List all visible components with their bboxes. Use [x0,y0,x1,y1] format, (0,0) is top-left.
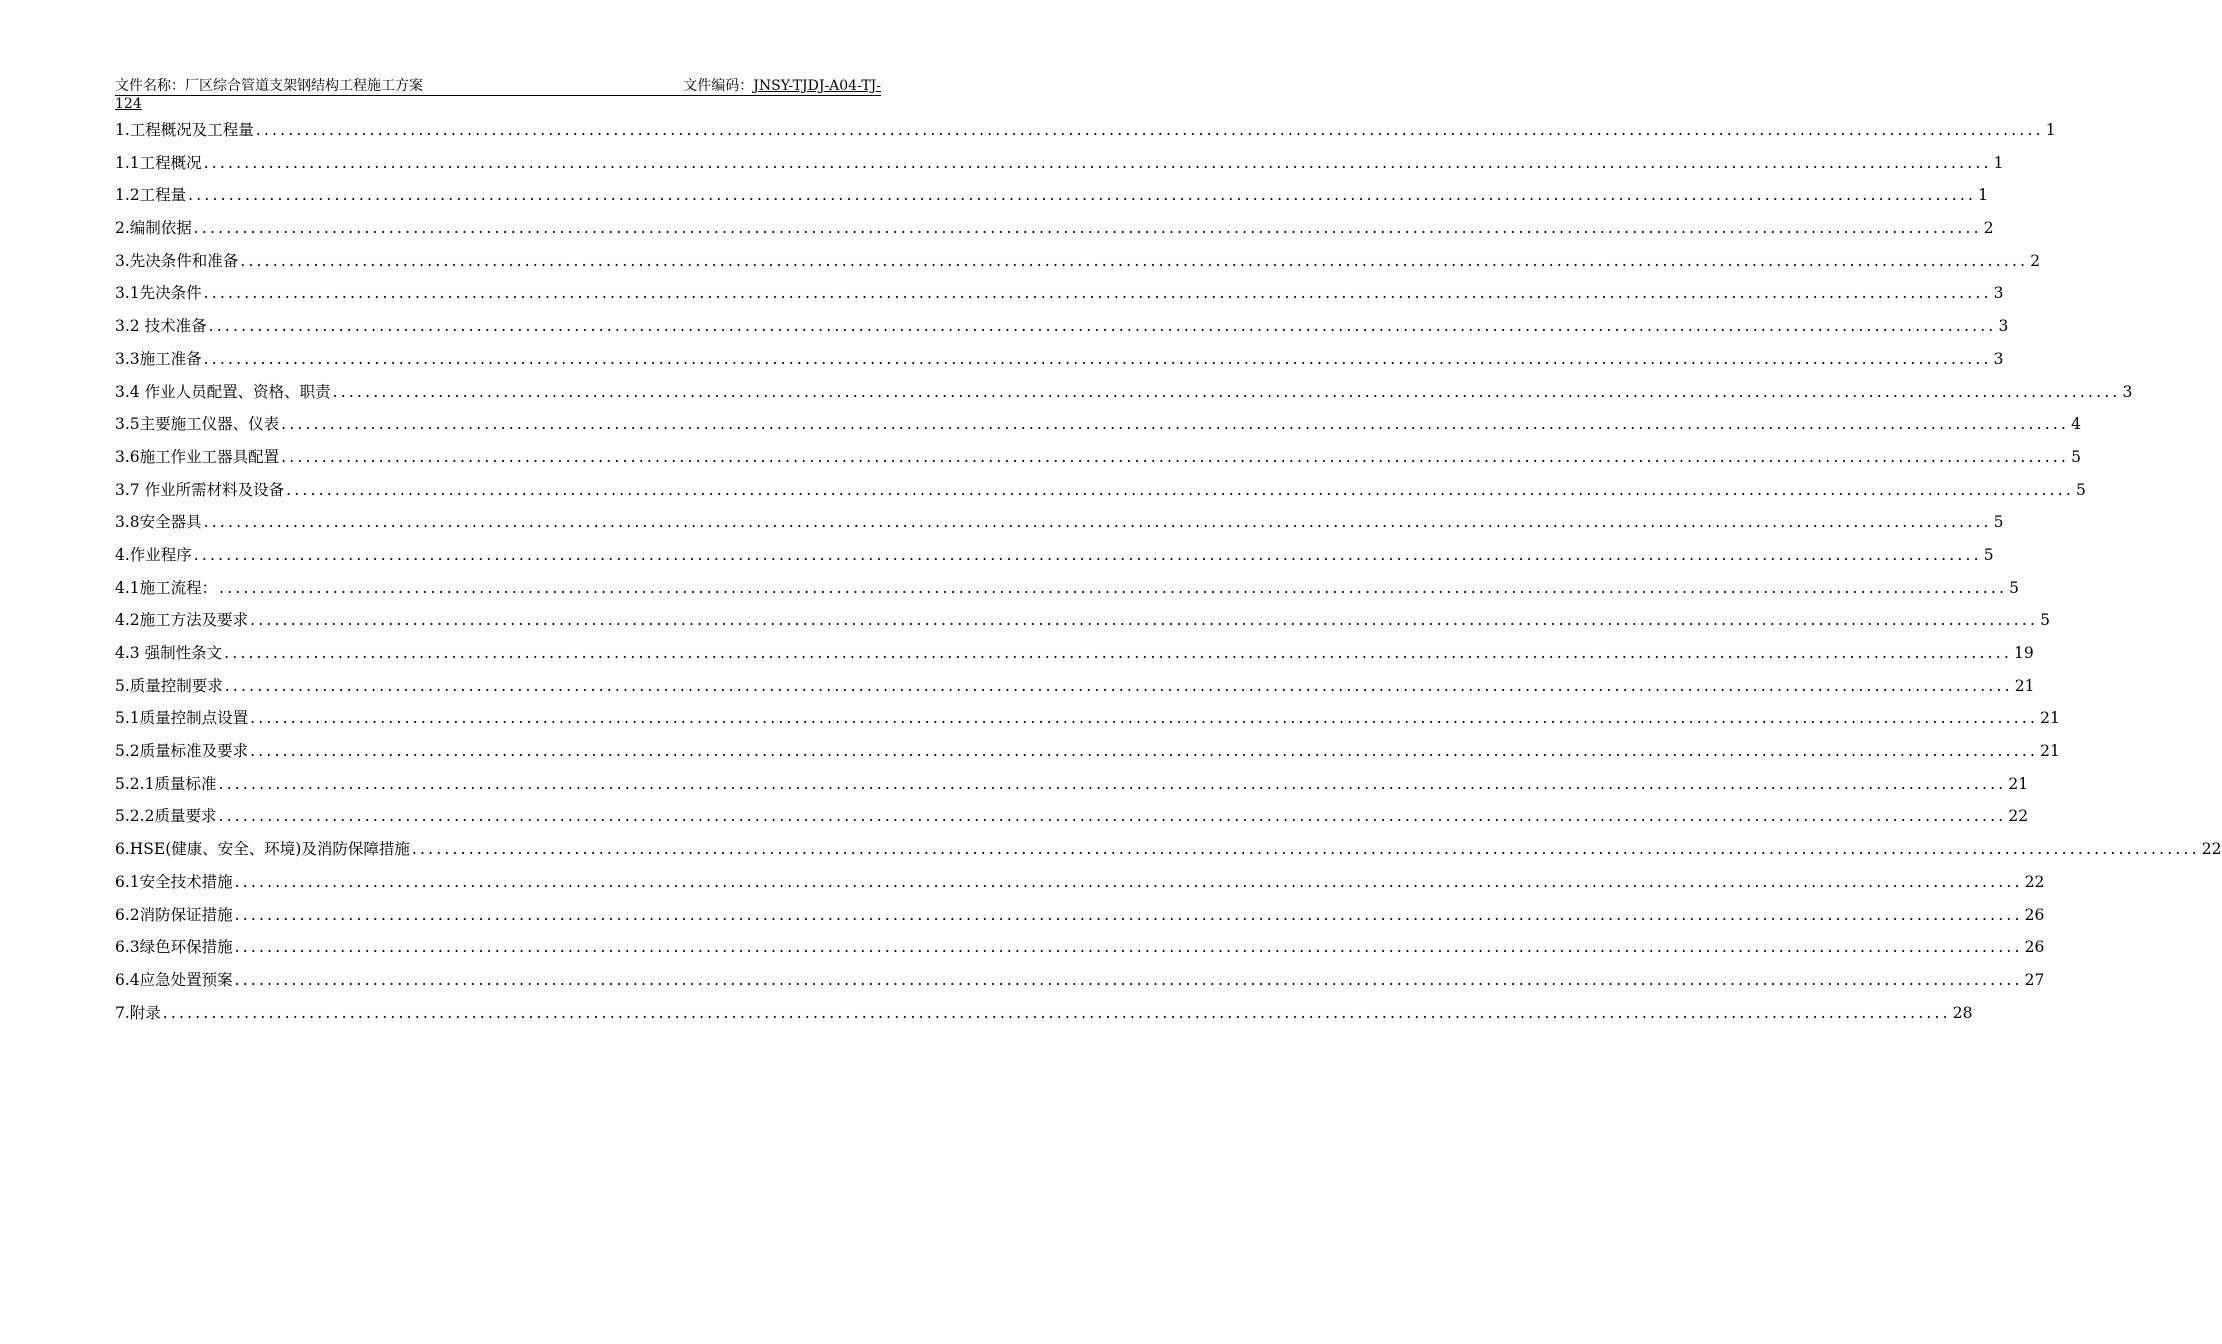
toc-dot-leader: ............................................................................................................................................................................................................................ [224,644,2013,662]
toc-entry[interactable] [115,379,2133,412]
toc-entry-title: 3.5主要施工仪器、仪表 [115,415,280,434]
toc-dot-leader: ............................................................................................................................................................................................................................ [332,382,2121,401]
toc-entry-page: 21 [2014,676,2035,695]
toc-dot-leader: ............................................................................................................................................................................................................................ [255,121,2044,139]
file-code-wrap: 124 [115,96,142,112]
page-header [115,78,881,113]
file-code-label: 文件编码： [683,78,754,94]
toc-entry-page: 5 [2071,447,2081,466]
toc-dot-leader: ............................................................................................................................................................................................................................ [234,938,2023,957]
toc-dot-leader: ............................................................................................................................................................................................................................ [193,545,1982,564]
toc-dot-leader: ............................................................................................................................................................................................................................ [240,251,2029,270]
toc-entry-title: 5.质量控制要求 [115,676,223,695]
toc-entry-page: 5 [2009,578,2019,597]
toc-entry-page: 3 [1993,284,2004,303]
toc-dot-leader: ............................................................................................................................................................................................................................ [203,153,1992,172]
toc-entry[interactable] [115,182,1988,215]
toc-entry[interactable] [115,1000,1973,1033]
toc-dot-leader: ............................................................................................................................................................................................................................ [203,284,1992,303]
toc-entry-page: 1 [1978,186,1988,205]
toc-entry-title: 3.4 作业人员配置、资格、职责 [115,382,331,401]
toc-entry-page: 21 [2040,709,2060,728]
toc-entry[interactable] [115,280,2004,313]
toc-dot-leader: ............................................................................................................................................................................................................................ [286,480,2075,499]
toc-entry-title: 6.2消防保证措施 [115,905,233,924]
toc-entry-title: 4.2施工方法及要求 [115,611,249,630]
toc-entry-page: 1 [1993,153,2004,172]
toc-entry[interactable] [115,248,2041,281]
toc-entry-page: 3 [1998,317,2009,336]
toc-entry[interactable] [115,771,2029,804]
toc-entry-title: 6.1安全技术措施 [115,872,233,891]
toc-entry[interactable] [115,934,2045,967]
toc-entry-page: 5 [1983,545,1994,564]
toc-dot-leader: ............................................................................................................................................................................................................................ [250,742,2039,761]
toc-entry[interactable] [115,346,2004,379]
toc-entry-page: 26 [2024,905,2045,924]
toc-entry[interactable] [115,313,2009,346]
toc-entry-page: 4 [2071,415,2081,434]
toc-dot-leader: ............................................................................................................................................................................................................................ [281,415,2070,434]
toc-entry-page: 5 [2076,480,2086,499]
toc-entry[interactable] [115,509,2004,542]
toc-dot-leader: ............................................................................................................................................................................................................................ [281,447,2070,466]
toc-entry-title: 3.3施工准备 [115,349,202,368]
toc-dot-leader: ............................................................................................................................................................................................................................ [218,774,2007,793]
toc-entry-title: 2.编制依据 [115,219,192,238]
toc-entry-title: 3.8安全器具 [115,513,202,532]
toc-entry-page: 26 [2024,938,2045,957]
toc-entry-title: 6.4应急处置预案 [115,970,233,989]
toc-entry[interactable] [115,738,2060,771]
table-of-contents [115,117,2222,1032]
file-name-label: 文件名称：厂区综合管道支架钢结构工程施工方案 [115,78,423,94]
toc-entry[interactable] [115,705,2060,738]
toc-entry-page: 28 [1952,1003,1973,1022]
toc-dot-leader: ............................................................................................................................................................................................................................ [219,578,2008,597]
toc-entry[interactable] [115,150,2004,183]
toc-entry-page: 21 [2040,742,2060,761]
toc-dot-leader: ............................................................................................................................................................................................................................ [250,611,2039,630]
toc-dot-leader: ............................................................................................................................................................................................................................ [162,1003,1951,1022]
toc-entry-title: 4.作业程序 [115,545,192,564]
toc-entry[interactable] [115,836,2222,869]
toc-entry[interactable] [115,575,2019,608]
toc-entry-title: 3.2 技术准备 [115,317,207,336]
toc-entry-page: 5 [2040,611,2050,630]
toc-entry[interactable] [115,673,2035,706]
toc-dot-leader: ............................................................................................................................................................................................................................ [218,807,2007,826]
toc-dot-leader: ............................................................................................................................................................................................................................ [234,905,2023,924]
toc-entry-title: 6.3绿色环保措施 [115,938,233,957]
toc-dot-leader: ............................................................................................................................................................................................................................ [224,676,2013,695]
toc-dot-leader: ............................................................................................................................................................................................................................ [203,513,1992,532]
toc-entry[interactable] [115,869,2045,902]
toc-entry-title: 5.2质量标准及要求 [115,742,249,761]
toc-entry-title: 1.工程概况及工程量 [115,121,254,139]
toc-entry-page: 22 [2201,840,2222,859]
toc-entry-title: 3.7 作业所需材料及设备 [115,480,285,499]
toc-entry-title: 1.1工程概况 [115,153,202,172]
toc-entry[interactable] [115,215,1994,248]
toc-entry-page: 21 [2008,774,2029,793]
toc-entry-page: 22 [2008,807,2029,826]
toc-entry[interactable] [115,967,2045,1000]
toc-entry-title: 5.2.1质量标准 [115,774,217,793]
toc-dot-leader: ............................................................................................................................................................................................................................ [234,970,2023,989]
toc-entry-page: 2 [1983,219,1994,238]
toc-entry[interactable] [115,411,2081,444]
toc-entry-title: 5.2.2质量要求 [115,807,217,826]
toc-dot-leader: ............................................................................................................................................................................................................................ [234,872,2023,891]
toc-entry[interactable] [115,542,1994,575]
toc-entry-page: 22 [2024,872,2045,891]
file-code [683,78,881,95]
toc-entry[interactable] [115,444,2081,477]
toc-dot-leader: ............................................................................................................................................................................................................................ [208,317,1997,336]
toc-entry-title: 3.1先决条件 [115,284,202,303]
toc-entry-title: 7.附录 [115,1003,161,1022]
toc-entry-page: 5 [1993,513,2004,532]
toc-dot-leader: ............................................................................................................................................................................................................................ [193,219,1982,238]
toc-entry[interactable] [115,640,2034,673]
toc-entry[interactable] [115,803,2029,836]
toc-entry-title: 3.6施工作业工器具配置 [115,447,280,466]
toc-entry[interactable] [115,902,2045,935]
toc-entry-title: 6.HSE(健康、安全、环境)及消防保障措施 [115,840,410,859]
toc-entry-page: 2 [2030,251,2041,270]
toc-entry-title: 4.3 强制性条文 [115,644,223,662]
header-row [115,78,881,96]
toc-entry[interactable] [115,117,2056,150]
toc-entry[interactable] [115,477,2086,510]
toc-entry-title: 4.1施工流程： [115,578,218,597]
toc-entry-page: 1 [2045,121,2056,139]
toc-entry-page: 3 [1993,349,2004,368]
toc-entry-title: 1.2工程量 [115,186,187,205]
toc-entry[interactable] [115,607,2050,640]
toc-entry-page: 19 [2014,644,2034,662]
toc-entry-page: 27 [2024,970,2045,989]
toc-dot-leader: ............................................................................................................................................................................................................................ [411,840,2200,859]
toc-entry-title: 3.先决条件和准备 [115,251,239,270]
toc-dot-leader: ............................................................................................................................................................................................................................ [250,709,2039,728]
toc-dot-leader: ............................................................................................................................................................................................................................ [188,186,1977,205]
file-code-value: JNSY-TJDJ-A04-TJ- [753,78,881,94]
toc-dot-leader: ............................................................................................................................................................................................................................ [203,349,1992,368]
toc-entry-title: 5.1质量控制点设置 [115,709,249,728]
toc-entry-page: 3 [2122,382,2133,401]
